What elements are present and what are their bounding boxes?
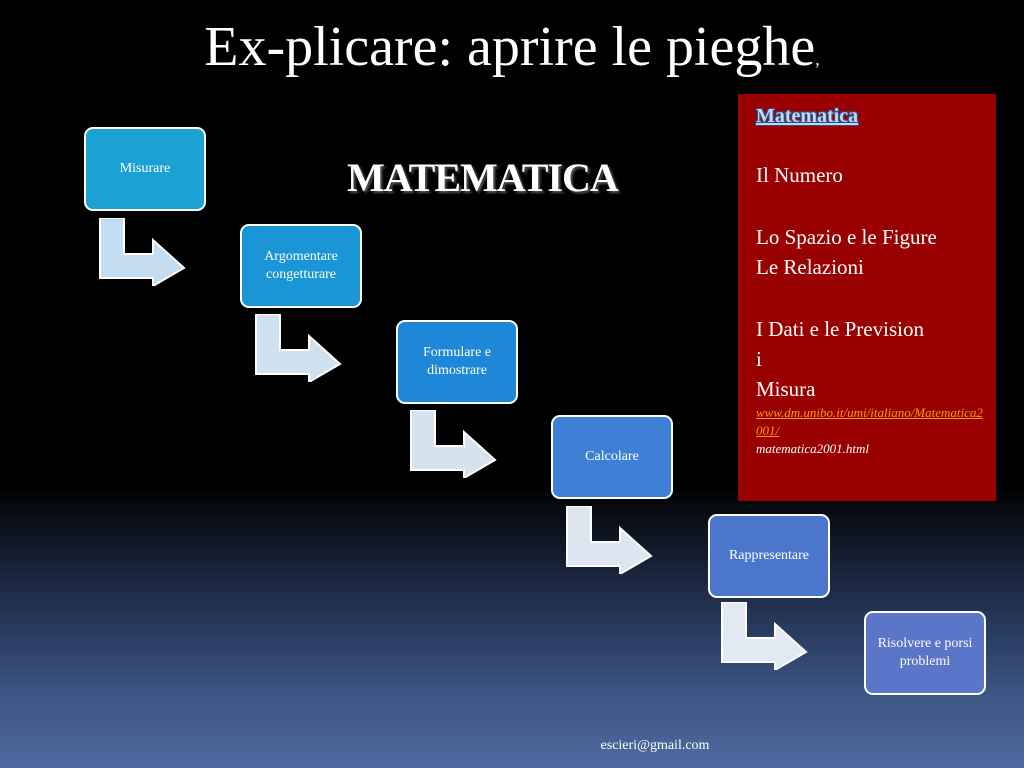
connector-arrow-shape (411, 410, 495, 478)
connector-arrow-4 (565, 506, 655, 574)
panel-spacer (756, 282, 988, 314)
panel-heading: Matematica (756, 105, 859, 127)
step-misurare (84, 127, 206, 211)
connector-arrow-3 (409, 410, 499, 478)
step-label: Argomentare congetturare (264, 249, 338, 282)
panel-item-numero: Il Numero (756, 163, 843, 187)
footer-email: escieri@gmail.com (600, 738, 710, 753)
step-label: Misurare (119, 161, 171, 176)
slide-title-comma: , (815, 49, 820, 69)
connector-arrow-shape (722, 602, 806, 670)
slide-title (0, 14, 1024, 92)
step-rappresentare (708, 514, 830, 598)
step-label: Formulare e dimostrare (422, 345, 492, 378)
slide-title-text: Ex-plicare: aprire le pieghe (204, 16, 816, 78)
panel-item-dati-cont: i (756, 347, 762, 371)
panel-item-dati: I Dati e le Prevision (756, 317, 924, 341)
step-risolvere (864, 611, 986, 695)
connector-arrow-shape (256, 314, 340, 382)
step-label: Risolvere e porsi problemi (877, 636, 973, 669)
step-label: Calcolare (585, 449, 639, 464)
panel-spacer (756, 128, 988, 160)
diagram-subtitle: MATEMATICA (347, 155, 618, 200)
info-panel (738, 94, 996, 501)
step-argomentare (240, 224, 362, 308)
panel-item-misura: Misura (756, 377, 816, 401)
step-label: Rappresentare (728, 548, 810, 563)
step-formulare (396, 320, 518, 404)
connector-arrow-5 (720, 602, 810, 670)
connector-arrow-1 (98, 218, 188, 286)
panel-spacer (756, 190, 988, 222)
panel-link[interactable]: www.dm.unibo.it/umi/italiano/Matematica2001/ (756, 405, 983, 438)
step-calcolare (551, 415, 673, 499)
panel-item-relazioni: Le Relazioni (756, 255, 864, 279)
connector-arrow-2 (254, 314, 344, 382)
panel-item-spazio: Lo Spazio e le Figure (756, 225, 937, 249)
panel-link-tail: matematica2001.html (756, 441, 870, 456)
connector-arrow-shape (100, 218, 184, 286)
connector-arrow-shape (567, 506, 651, 574)
